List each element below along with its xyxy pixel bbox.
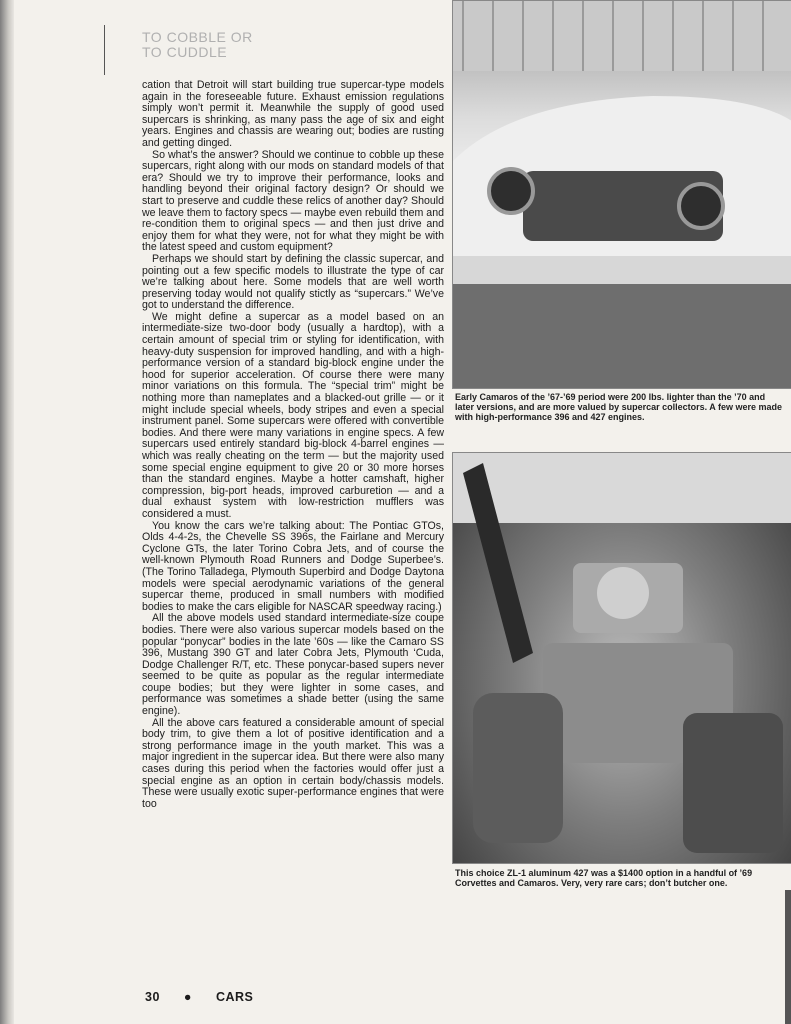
camaro-illustration — [453, 1, 791, 388]
paragraph: cation that Detroit will start building true supercar-type models again in the foreseeable future. Exhaust emission regulations simply won’t permit it. Meanwhile the supply of good used supercars is shrinking, as many pass the age of six and eight years. Engines and chassis are wearing out; bodies are rusting and getting dinged. — [142, 79, 444, 149]
paragraph: All the above cars featured a considerable amount of special body trim, to give them a lot of positive identification and a strong performance image in the youth market. This was a major ingredient in the supercar idea. But there were also many cases during this period when the factories would offer just a special engine as an option in certain body/chassis models. These were usually exotic super-performance engines that were too — [142, 716, 444, 810]
engine-illustration — [453, 453, 791, 863]
running-head-line-1: TO COBBLE OR — [142, 29, 253, 45]
page-number: 30 — [145, 990, 160, 1004]
photo-caption-top: Early Camaros of the ’67-’69 period were 200 lbs. lighter than the ’70 and later versions, and are more valued by supercar collectors. A few were made with high-performance 396 and 427 engines. — [455, 392, 782, 422]
page-binding-shadow — [0, 0, 14, 1024]
magazine-section: CARS — [215, 990, 254, 1004]
running-head — [142, 30, 253, 60]
paragraph: You know the cars we’re talking about: The Pontiac GTOs, Olds 4-4-2s, the Chevelle SS 396s, the Fairlane and Mercury Cyclone GTs, the later Torino Cobra Jets, and of course the well-known Plymouth Road Runners and Dodge Superbee’s. (The Torino Talladega, Plymouth Superbird and Dodge Daytona models were special aerodynamic variations of the general supercar theme, produced in small numbers with modified bodies to make the cars eligible for NASCAR speedway racing.) — [142, 519, 444, 613]
paragraph: We might define a supercar as a model based on an intermediate-size two-door body (usually a hardtop), with a certain amount of special trim or styling for identification, with heavy-duty suspension for improved handling, and with a high-performance version of a standard big-block engine under the hood for superior acceleration. Of course there were many minor variations on this formula. The “special trim” might be nothing more than nameplates and a blacked-out grille — or it might include special wheels, body stripes and even a special instrument panel. Some supercars were offered with convertible bodies. And there were many variations in engine specs. A few supercars used entirely standard big-block 4-barrel engines — which was really cheating on the term — but the majority used some special engine equipment to give 20 or 30 more horses than the standard engines. Maybe a hotter camshaft, higher compression, big-port heads, improved carburetion — and a dual exhaust system with low-restriction mufflers was considered a must. — [142, 310, 444, 520]
article-body — [142, 80, 444, 810]
zl1-engine-photo — [452, 452, 791, 864]
paragraph: So what’s the answer? Should we continue to cobble up these supercars, right along with our mods on standard models of that era? Should we try to improve their performance, looks and handling beyond their original factory design? Or should we start to preserve and cuddle these relics of another day? Should we leave them to factory specs — maybe even rebuild them and re-condition them to original specs — and then just drive and enjoy them for what they were, not for what they might be with the latest speed and custom equipment? — [142, 148, 444, 254]
paragraph: All the above models used standard intermediate-size coupe bodies. There were also various supercar models based on the popular “ponycar” bodies in the late ’60s — like the Camaro SS 396, Mustang 390 GT and later Cobra Jets, Plymouth ‘Cuda, Dodge Challenger R/T, etc. These ponycar-based supers never seemed to be quite as popular as the regular intermediate coupe bodies; but they were lighter in some cases, and performance was sometimes a shade better (using the same engine). — [142, 612, 444, 718]
gutter-rule — [104, 25, 105, 75]
camaro-front-photo — [452, 0, 791, 389]
page-edge-shadow — [785, 890, 791, 1024]
photo-caption-bottom: This choice ZL-1 aluminum 427 was a $1400 option in a handful of ’69 Corvettes and Camaros. Very, very rare cars; don’t butcher one. — [455, 868, 753, 888]
bullet-icon: ● — [183, 990, 192, 1004]
running-head-line-2: TO CUDDLE — [142, 44, 228, 60]
page-footer — [145, 990, 253, 1004]
paragraph: Perhaps we should start by defining the classic supercar, and pointing out a few specific models to illustrate the type of car we’re talking about here. Some models that are well worth preserving today would not qualify stictly as “supercars.” We’ve got to understand the difference. — [142, 252, 444, 312]
